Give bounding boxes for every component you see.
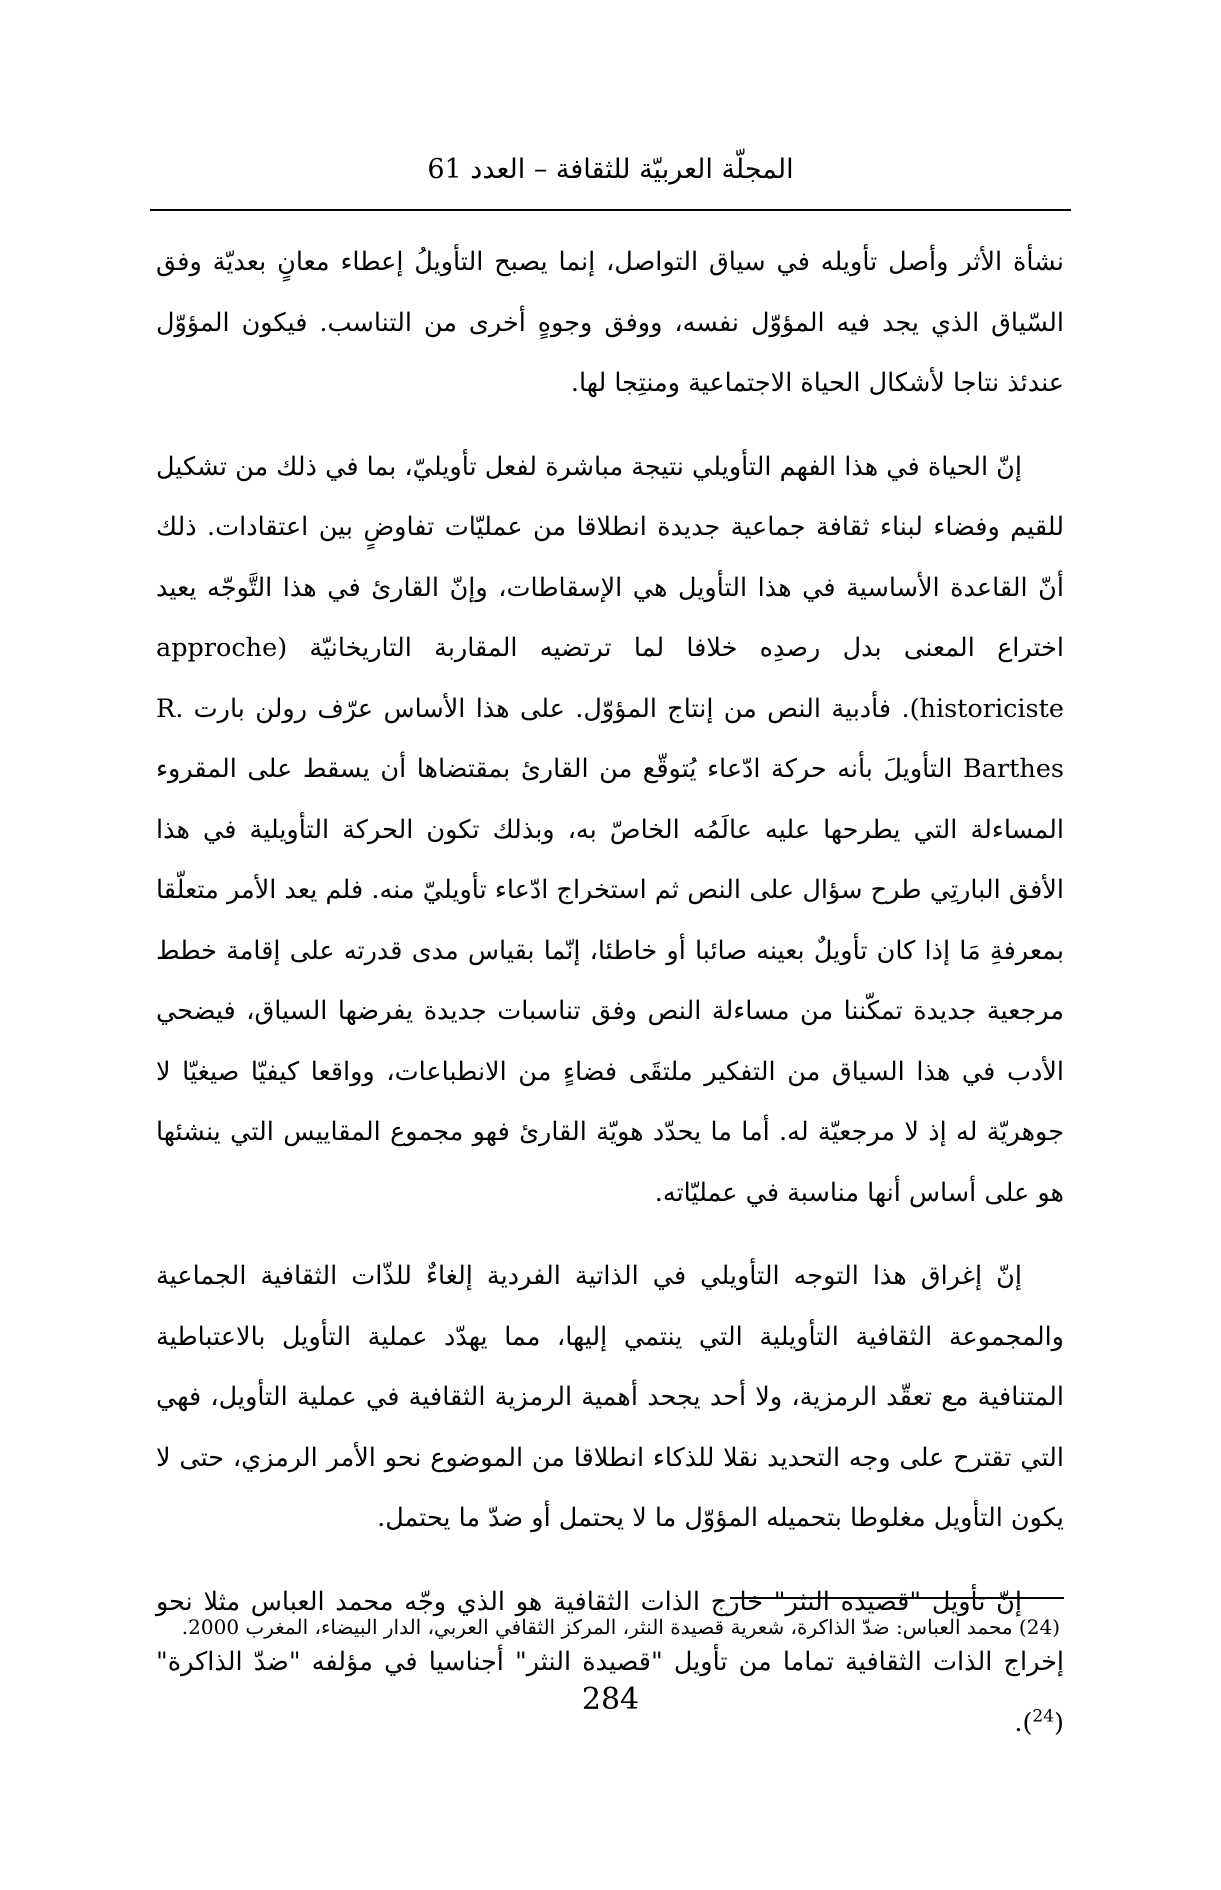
paragraph-3: إنّ إغراق هذا التوجه التأويلي في الذاتية الفردية إلغاءٌ للذّات الثقافية الجماعية والمجموعة الثقافية التأويلية التي ينتمي إليها، مما يهدّد عملية التأويل بالاعتباطية المتنافية مع تعقّد الرمزية، ولا أحد يجحد أهمية الرمزية الثقافية في عملية التأويل، فهي التي تقترح على وجه التحديد نقلا للذكاء انطلاقا من الموضوع نحو الأمر الرمزي، حتى لا يكون التأويل مغلوطا بتحميله المؤوّل ما لا يحتمل أو ضدّ ما يحتمل. [156,1261,1064,1533]
running-header: المجلّة العربيّة للثقافة – العدد 61 [427,154,794,185]
header-rule [150,209,1071,211]
page-number: 284 [581,1682,640,1717]
paragraph-4-text: إنّ تأويل "قصيدة النثر" خارج الذات الثقافية هو الذي وجّه محمد العباس مثلا نحو إخراج الذات الثقافية تماما من تأويل "قصيدة النثر" أجناسيا في مؤلفه "ضدّ الذاكرة" ( [156,1586,1064,1738]
body-text [156,232,1064,1753]
footnote-rule [730,1597,1064,1599]
paragraph-4-closing: ). [1014,1707,1033,1738]
footnote-reference[interactable]: 24 [1032,1706,1055,1726]
paragraph-2: إنّ الحياة في هذا الفهم التأويلي نتيجة مباشرة لفعل تأويليّ، بما في ذلك من تشكيل للقيم وفضاء لبناء ثقافة جماعية جديدة انطلاقا من عمليّات تفاوضٍ بين اعتقادات. ذلك أنّ القاعدة الأساسية في هذا التأويل هي الإسقاطات، وإنّ القارئ في هذا التَّوجّه يعيد اختراع المعنى بدل رصدِه خلافا لما ترتضيه المقاربة التاريخانيّة (approche historiciste). فأدبية النص من إنتاج المؤوّل. على هذا الأساس عرّف رولن بارت R. Barthes التأويلَ بأنه حركة ادّعاء يُتوقّع من القارئ بمقتضاها أن يسقط على المقروء المساءلة التي يطرحها عليه عالَمُه الخاصّ به، وبذلك تكون الحركة التأويلية في هذا الأفق البارتِي طرح سؤال على النص ثم استخراج ادّعاء تأويليّ منه. فلم يعد الأمر متعلّقا بمعرفةِ مَا إذا كان تأويلٌ بعينه صائبا أو خاطئا، إنّما بقياس مدى قدرته على إقامة خطط مرجعية جديدة تمكّننا من مساءلة النص وفق تناسبات جديدة يفرضها السياق، فيضحي الأدب في هذا السياق من التفكير ملتقَى فضاءٍ من الانطباعات، وواقعا كيفيّا صيغيّا لا جوهريّة له إذ لا مرجعيّة له. أما ما يحدّد هويّة القارئ فهو مجموع المقاييس التي ينشئها هو على أساس أنها مناسبة في عمليّاته. [156,451,1064,1208]
paragraph-1: نشأة الأثر وأصل تأويله في سياق التواصل، إنما يصبح التأويلُ إعطاء معانٍ بعديّة وفق السّياق الذي يجد فيه المؤوّل نفسه، ووفق وجوهٍ أخرى من التناسب. فيكون المؤوّل عندئذ نتاجا لأشكال الحياة الاجتماعية ومنتِجا لها. [156,247,1064,398]
footnote: (24) محمد العباس: ضدّ الذاكرة، شعرية قصيدة النثر، المركز الثقافي العربي، الدار البيضاء، المغرب 2000. [181,1615,1060,1639]
